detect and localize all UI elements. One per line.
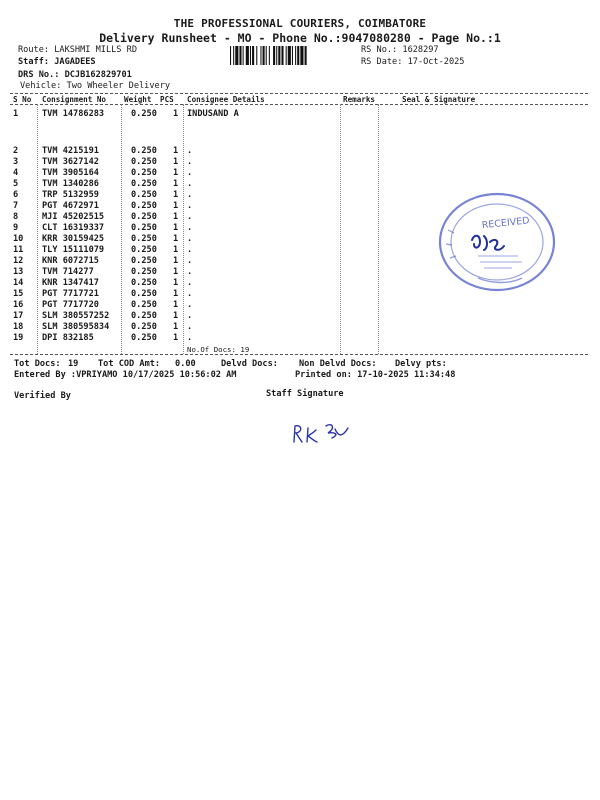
row-pcs: 1 xyxy=(173,179,179,189)
row-consignee: . xyxy=(187,146,193,156)
row-sno: 5 xyxy=(13,179,19,189)
row-sno: 6 xyxy=(13,190,19,200)
row-weight: 0.250 xyxy=(131,168,157,178)
row-consignment-no: KNR 6072715 xyxy=(42,256,99,266)
row-sno: 4 xyxy=(13,168,19,178)
row-sno: 8 xyxy=(13,212,19,222)
barcode-bar xyxy=(233,46,234,65)
row-weight: 0.250 xyxy=(131,190,157,200)
row-weight: 0.250 xyxy=(131,311,157,321)
barcode-bar xyxy=(305,46,307,65)
row-pcs: 1 xyxy=(173,311,179,321)
row-weight: 0.250 xyxy=(131,267,157,277)
col-separator xyxy=(378,104,379,354)
row-sno: 10 xyxy=(13,234,24,244)
staff-signature-label: Staff Signature xyxy=(266,389,344,399)
row-consignee: . xyxy=(187,278,193,288)
col-remarks: Remarks xyxy=(343,95,376,104)
row-consignee: . xyxy=(187,333,193,343)
row-pcs: 1 xyxy=(173,267,179,277)
row-sno: 7 xyxy=(13,201,19,211)
row-pcs: 1 xyxy=(173,157,179,167)
vehicle-label: Vehicle: Two Wheeler Delivery xyxy=(20,81,171,91)
barcode-bar xyxy=(288,46,291,65)
row-weight: 0.250 xyxy=(131,157,157,167)
row-pcs: 1 xyxy=(173,201,179,211)
row-weight: 0.250 xyxy=(131,223,157,233)
route-label: Route: LAKSHMI MILLS RD xyxy=(18,45,137,55)
table-bottom-rule xyxy=(10,354,588,355)
barcode-bar xyxy=(263,46,265,65)
runsheet-subtitle: Delivery Runsheet - MO - Phone No.:9047080280 - Page No.:1 xyxy=(99,31,501,45)
barcode-bar xyxy=(239,46,241,65)
row-weight: 0.250 xyxy=(131,146,157,156)
row-consignment-no: TVM 4215191 xyxy=(42,146,99,156)
col-consignment: Consignment No xyxy=(42,95,107,104)
row-sno: 16 xyxy=(13,300,24,310)
row-sno: 18 xyxy=(13,322,24,332)
row-consignee: . xyxy=(187,245,193,255)
barcode-bar xyxy=(292,46,293,65)
row-weight: 0.250 xyxy=(131,289,157,299)
row-sno: 3 xyxy=(13,157,19,167)
row-consignment-no: TVM 3905164 xyxy=(42,168,99,178)
no-of-docs: No.Of Docs: 19 xyxy=(187,345,250,354)
row-sno: 12 xyxy=(13,256,24,266)
barcode-bar xyxy=(273,46,275,65)
row-consignee: . xyxy=(187,201,193,211)
row-sno: 2 xyxy=(13,146,19,156)
row-consignment-no: SLM 380595834 xyxy=(42,322,110,332)
row-pcs: 1 xyxy=(173,146,179,156)
drs-number: DRS No.: DCJB162829701 xyxy=(18,70,132,80)
row-weight: 0.250 xyxy=(131,256,157,266)
barcode-bar xyxy=(266,46,267,65)
row-consignment-no: TLY 15111079 xyxy=(42,245,105,255)
row-weight: 0.250 xyxy=(131,322,157,332)
barcode-bar xyxy=(278,46,280,65)
barcode-bar xyxy=(269,46,270,65)
row-weight: 0.250 xyxy=(131,212,157,222)
row-pcs: 1 xyxy=(173,168,179,178)
barcode-bar xyxy=(260,46,261,65)
row-pcs: 1 xyxy=(173,223,179,233)
row-weight: 0.250 xyxy=(131,109,157,119)
row-consignee: INDUSAND A xyxy=(187,109,239,119)
row-sno: 14 xyxy=(13,278,24,288)
barcode-bar xyxy=(300,46,303,65)
row-consignment-no: PGT 7717721 xyxy=(42,289,99,299)
col-seal-signature: Seal & Signature xyxy=(402,95,476,104)
row-consignment-no: SLM 380557252 xyxy=(42,311,110,321)
row-pcs: 1 xyxy=(173,245,179,255)
row-weight: 0.250 xyxy=(131,333,157,343)
row-sno: 1 xyxy=(13,109,19,119)
col-consignee: Consignee Details xyxy=(187,95,265,104)
row-sno: 13 xyxy=(13,267,24,277)
barcode xyxy=(230,46,358,65)
row-sno: 17 xyxy=(13,311,24,321)
row-consignment-no: KNR 1347417 xyxy=(42,278,99,288)
col-weight: Weight xyxy=(124,95,152,104)
row-weight: 0.250 xyxy=(131,278,157,288)
row-consignment-no: KRR 30159425 xyxy=(42,234,105,244)
barcode-bar xyxy=(252,46,254,65)
delvy-pts-label: Delvy pts: xyxy=(395,359,447,369)
row-weight: 0.250 xyxy=(131,201,157,211)
row-consignee: . xyxy=(187,157,193,167)
col-separator xyxy=(340,104,341,354)
barcode-bar xyxy=(256,46,257,65)
row-weight: 0.250 xyxy=(131,179,157,189)
tot-docs-value: 19 xyxy=(68,359,79,369)
row-consignee: . xyxy=(187,322,193,332)
rs-date: RS Date: 17-Oct-2025 xyxy=(361,57,465,67)
barcode-bar xyxy=(243,46,244,65)
handwritten-signature xyxy=(290,420,360,446)
header-bottom-rule xyxy=(10,104,588,105)
tot-docs-label: Tot Docs: xyxy=(14,359,61,369)
barcode-bar xyxy=(286,46,287,65)
row-weight: 0.250 xyxy=(131,245,157,255)
row-consignment-no: PGT 7717720 xyxy=(42,300,99,310)
staff-label: Staff: JAGADEES xyxy=(18,57,96,67)
row-pcs: 1 xyxy=(173,234,179,244)
row-consignment-no: TVM 714277 xyxy=(42,267,94,277)
row-consignee: . xyxy=(187,223,193,233)
barcode-bar xyxy=(230,46,231,65)
row-weight: 0.250 xyxy=(131,234,157,244)
row-sno: 11 xyxy=(13,245,24,255)
company-title: THE PROFESSIONAL COURIERS, COIMBATORE xyxy=(173,17,427,30)
row-consignee: . xyxy=(187,311,193,321)
row-weight: 0.250 xyxy=(131,300,157,310)
row-pcs: 1 xyxy=(173,256,179,266)
row-consignee: . xyxy=(187,289,193,299)
row-sno: 19 xyxy=(13,333,24,343)
verified-by-label: Verified By xyxy=(14,391,71,401)
row-sno: 9 xyxy=(13,223,19,233)
col-separator xyxy=(37,104,38,354)
row-consignee: . xyxy=(187,168,193,178)
entered-by: Entered By :VPRIYAMO 10/17/2025 10:56:02 AM xyxy=(14,370,237,380)
barcode-bar xyxy=(250,46,251,65)
barcode-bar xyxy=(246,46,249,65)
row-consignee: . xyxy=(187,190,193,200)
row-consignment-no: PGT 4672971 xyxy=(42,201,99,211)
barcode-bar xyxy=(297,46,299,65)
non-delvd-docs-label: Non Delvd Docs: xyxy=(299,359,377,369)
row-consignee: . xyxy=(187,300,193,310)
row-pcs: 1 xyxy=(173,109,179,119)
col-separator xyxy=(183,104,184,354)
tot-cod-value: 0.00 xyxy=(175,359,196,369)
row-pcs: 1 xyxy=(173,322,179,332)
barcode-bar xyxy=(276,46,277,65)
row-consignment-no: CLT 16319337 xyxy=(42,223,105,233)
row-consignee: . xyxy=(187,234,193,244)
rs-number: RS No.: 1628297 xyxy=(361,45,439,55)
row-consignment-no: TVM 1340286 xyxy=(42,179,99,189)
row-consignment-no: TVM 3627142 xyxy=(42,157,99,167)
row-pcs: 1 xyxy=(173,300,179,310)
col-pcs: PCS xyxy=(160,95,174,104)
printed-on: Printed on: 17-10-2025 11:34:48 xyxy=(295,370,456,380)
row-pcs: 1 xyxy=(173,333,179,343)
received-stamp xyxy=(434,190,560,294)
stamp-received-text: RECEIVED xyxy=(481,215,531,232)
col-separator xyxy=(121,104,122,354)
row-consignee: . xyxy=(187,179,193,189)
row-consignee: . xyxy=(187,256,193,266)
row-consignee: . xyxy=(187,212,193,222)
row-sno: 15 xyxy=(13,289,24,299)
row-pcs: 1 xyxy=(173,190,179,200)
col-sno: S No xyxy=(13,95,32,104)
delvd-docs-label: Delvd Docs: xyxy=(221,359,278,369)
row-pcs: 1 xyxy=(173,278,179,288)
row-consignment-no: TVM 14786283 xyxy=(42,109,105,119)
barcode-bar xyxy=(235,46,238,65)
row-consignment-no: TRP 5132959 xyxy=(42,190,99,200)
row-consignment-no: DPI 832185 xyxy=(42,333,94,343)
row-pcs: 1 xyxy=(173,212,179,222)
barcode-bar xyxy=(295,46,296,65)
barcode-bar xyxy=(281,46,283,65)
row-consignee: . xyxy=(187,267,193,277)
tot-cod-label: Tot COD Amt: xyxy=(98,359,161,369)
header-top-rule xyxy=(10,93,588,94)
row-consignment-no: MJI 45202515 xyxy=(42,212,105,222)
row-pcs: 1 xyxy=(173,289,179,299)
